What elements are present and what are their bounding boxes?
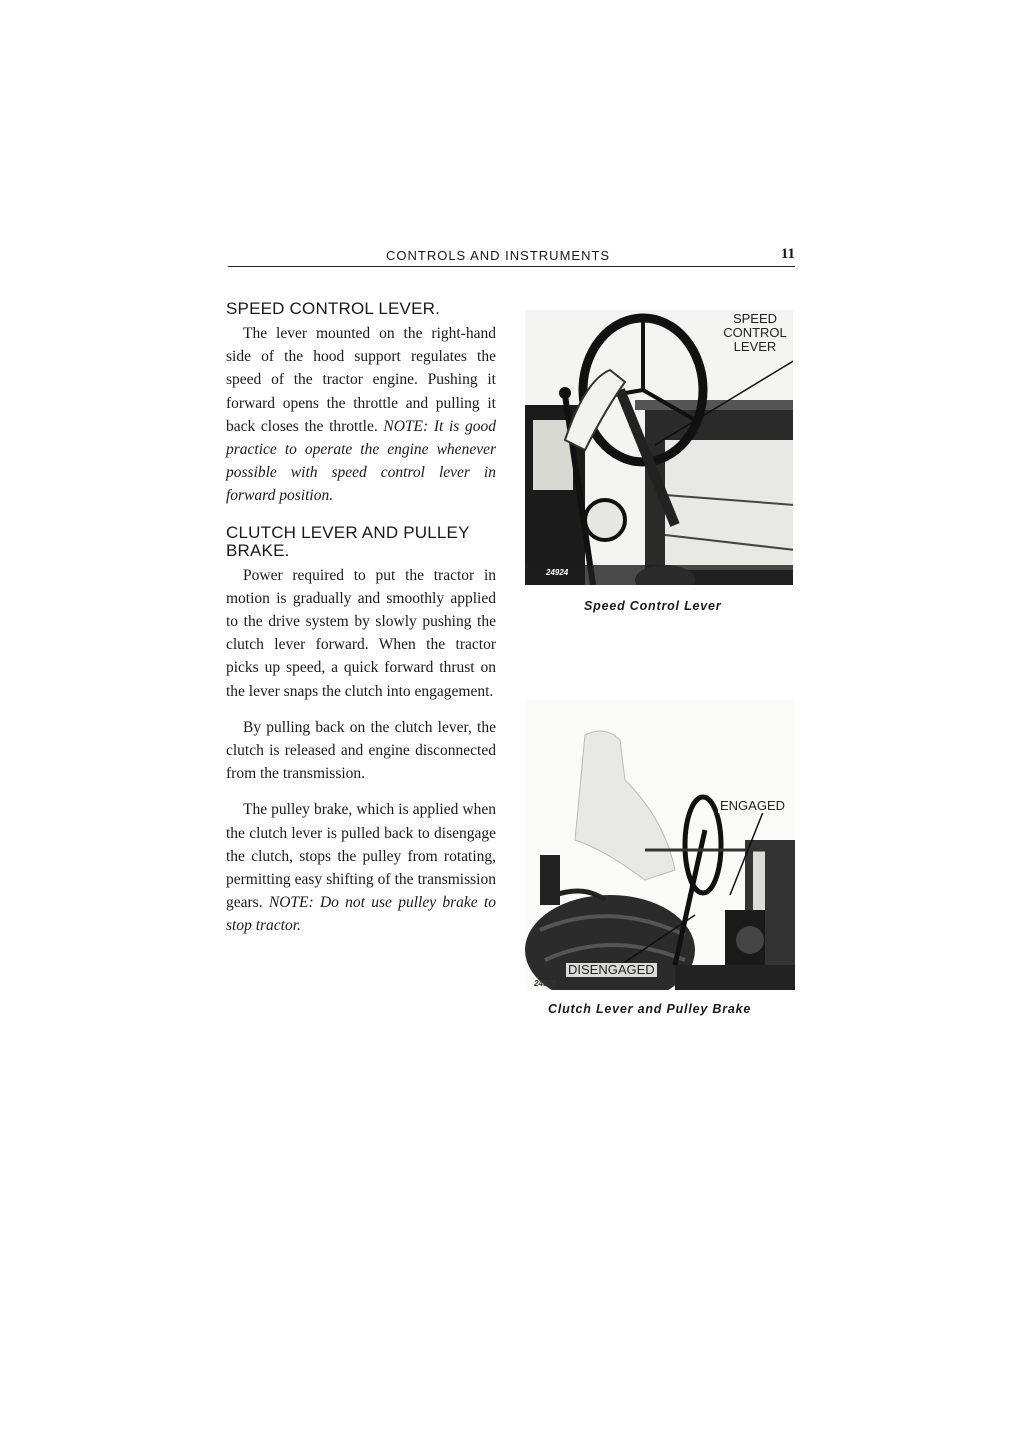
speed-callout-line-2: CONTROL: [723, 325, 787, 340]
speed-control-figure: [520, 300, 800, 620]
pulley-brake-note: NOTE: Do not use pulley brake to stop tractor.: [226, 894, 497, 935]
speed-control-paragraph: [226, 322, 496, 508]
page-header: [228, 246, 795, 267]
speed-callout-line-1: SPEED: [732, 311, 778, 326]
speed-control-callout: [718, 312, 792, 354]
engaged-callout: ENGAGED: [720, 798, 786, 813]
clutch-paragraph-2: By pulling back on the clutch lever, the clutch is released and engine disconnected from the transmission.: [226, 718, 496, 783]
clutch-lever-photo: [525, 700, 795, 990]
clutch-paragraph-3: [226, 798, 496, 937]
clutch-lever-caption: Clutch Lever and Pulley Brake: [548, 1002, 752, 1016]
clutch-lever-figure: [520, 700, 795, 1025]
speed-control-caption: Speed Control Lever: [584, 599, 722, 613]
speed-photo-number: 24924: [546, 568, 569, 577]
clutch-paragraph-1: Power required to put the tractor in motion is gradually and smoothly applied to the drive system by slowly pushing the clutch lever forward. When the tractor picks up speed, a quick forward thrust on the lever snaps the clutch into engagement.: [226, 566, 496, 700]
page-number: 11: [780, 246, 795, 262]
speed-control-note: NOTE: It is good practice to operate the engine whenever possible with speed control lever in forward position.: [226, 417, 497, 505]
header-title: CONTROLS AND INSTRUMENTS: [386, 248, 611, 263]
pulley-brake-body: The pulley brake, which is applied when the clutch lever is pulled back to disengage the clutch, stops the pulley from rotating, permitting easy shifting of the transmission gears.: [226, 801, 496, 912]
clutch-photo-number: 24925: [534, 979, 557, 988]
speed-control-body: The lever mounted on the right-hand side of the hood support regulates the speed of the tractor engine. Pushing it forward opens the throttle and pulling it back closes the throttle.: [226, 325, 496, 435]
speed-control-heading: SPEED CONTROL LEVER.: [226, 299, 441, 318]
speed-callout-line-3: LEVER: [733, 339, 777, 354]
text-column: [226, 300, 496, 938]
clutch-lever-heading: CLUTCH LEVER AND PULLEY BRAKE.: [226, 522, 470, 560]
disengaged-callout: DISENGAGED: [568, 962, 655, 977]
